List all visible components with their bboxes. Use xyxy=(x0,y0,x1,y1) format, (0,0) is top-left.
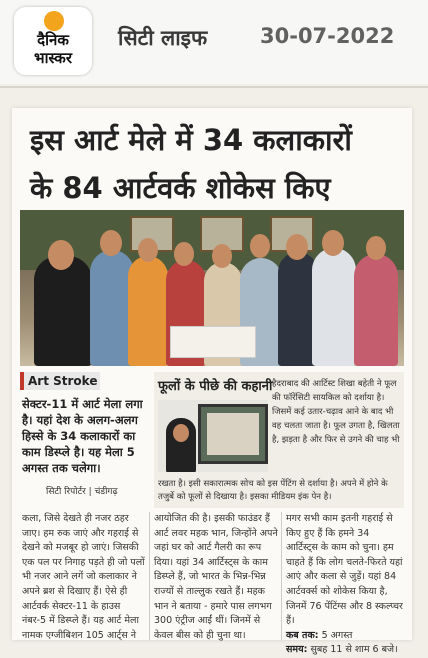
person-head xyxy=(322,230,344,256)
story-side-text: हैदराबाद की आर्टिस्ट शिखा बहेती ने फूल की फॉरेंसिटी सायकिल को दर्शाया है। जिसमें कई उतार-चढ़ाव आने के बाद भी वह चलता जाता है। फूल उगता है, खिलता है, झड़ता है और फिर से उगने की चाह भी xyxy=(272,379,400,445)
article-column-2: आयोजित की है। इसकी फाउंडर हैं आर्ट लवर महक भान, जिन्होंने अपने जहां घर को आर्ट गैलरी का रूप दिया। यहां 34 आर्टिस्ट्स के काम डिस्प्ले हैं, जो भारत के भिन्न-भिन्न राज्यों से ताल्लुक रखते हैं। महक भान ने बताया - हमारे पास लगभग 300 एंट्रीज आईं थीं। जिनमें से केवल बीस को ही चुना था। xyxy=(154,513,278,641)
headline-line1: इस आर्ट मेले में 34 कलाकारों xyxy=(30,123,352,157)
person-head xyxy=(48,240,74,270)
article-column-1: कला, जिसे देखते ही नजर ठहर जाए। हम रुक जाएं और गहराई से देखने को मजबूर हो जाएं। जिसकी एक पल पर निगाह पड़ते ही जो पलों भी नजर आने लगें जो कलाकार ने अपने ब्रश से दिखाए हैं। ऐसे ही आर्टवर्क सेक्टर-11 के हाउस नंबर-5 में डिस्प्ले हैं। यह आर्ट मेला नामक एग्जीबिशन 105 आर्ट्स ने xyxy=(22,513,145,641)
person xyxy=(34,256,92,366)
dainik-bhaskar-logo[interactable] xyxy=(14,7,92,75)
column-3-text: मगर सभी काम इतनी गहराई से किए हुए हैं कि हमने 34 आर्टिस्ट्स के काम को चुना। हम चाहते हैं कि लोग चलते-फिरते यहां आएं और कला से जुड़ें। यहां 84 आर्टवर्क्स को शोकेस किया है, जिनमें 76 पेंटिंग्स और 8 स्कल्प्चर हैं। xyxy=(286,513,403,627)
person-head xyxy=(250,234,270,258)
logo-line1: दैनिक xyxy=(37,31,69,49)
person-head xyxy=(138,238,158,262)
time-value: सुबह 11 से शाम 6 बजे। xyxy=(310,644,398,656)
column-divider xyxy=(149,512,150,640)
logo-text xyxy=(20,31,86,67)
publish-date: 30-07-2022 xyxy=(260,24,395,48)
byline: सिटी रिपोर्टर | चंडीगढ़ xyxy=(46,487,118,497)
person xyxy=(354,254,398,366)
column-divider xyxy=(281,512,282,640)
section-title: सिटी लाइफ xyxy=(118,26,208,50)
artist-photo xyxy=(158,400,268,472)
sun-icon xyxy=(44,11,64,31)
article-column-3 xyxy=(286,512,404,658)
artist-face xyxy=(173,424,189,442)
story-bottom-text: रखता है। इसी सकारात्मक सोच को इस पेंटिंग से दर्शाया है। अपने में होने के तजुर्बे को फूलों से दिखाया है। इसका मीडियम इंक पेन है। xyxy=(158,479,388,502)
header-bar xyxy=(0,0,428,84)
painting-canvas xyxy=(207,413,259,455)
lead-text: सेक्टर-11 में आर्ट मेला लगा है। यहां देश के अलग-अलग हिस्से के 34 कलाकारों का काम डिस्प्ले है। यह मेला 5 अगस्त तक चलेगा। xyxy=(22,397,143,475)
cake-table xyxy=(170,326,256,358)
person-head xyxy=(174,242,194,266)
person-head xyxy=(212,244,232,268)
person-head xyxy=(100,230,122,256)
logo-line2: भास्कर xyxy=(34,49,72,67)
painting xyxy=(198,404,268,464)
story-title: फूलों के पीछे की कहानी xyxy=(158,379,273,394)
person-head xyxy=(286,234,308,260)
headline-line2: के 84 आर्टवर्क शोकेस किए xyxy=(30,171,331,205)
when-value: 5 अगस्त xyxy=(321,629,353,641)
art-stroke-label: Art Stroke xyxy=(20,372,100,390)
person xyxy=(128,256,168,366)
person-head xyxy=(366,236,386,260)
person xyxy=(312,248,356,366)
when-label: कब तक: xyxy=(286,629,319,641)
group-photo xyxy=(20,210,404,366)
divider xyxy=(0,86,428,88)
time-label: समय: xyxy=(286,644,308,656)
